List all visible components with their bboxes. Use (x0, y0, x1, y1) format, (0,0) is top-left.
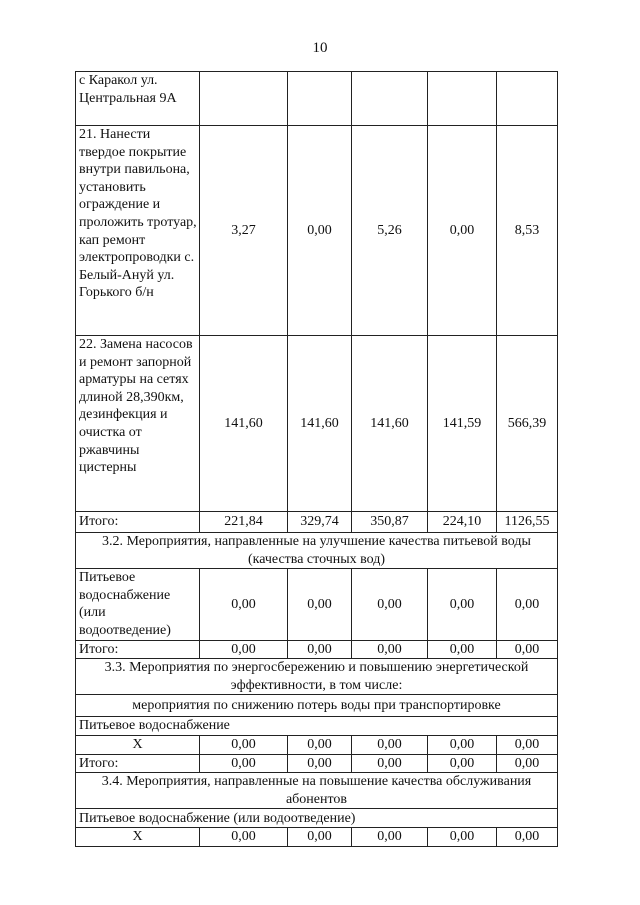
total-cell: 224,10 (428, 512, 497, 533)
subsection-row (76, 695, 558, 717)
total-label: Итого: (76, 512, 200, 533)
table-row (76, 72, 558, 126)
value-cell: 0,00 (428, 828, 497, 847)
total-cell: 0,00 (497, 754, 558, 773)
value-cell: 0,00 (428, 735, 497, 754)
total-cell: 1126,55 (497, 512, 558, 533)
value-cell: 0,00 (428, 126, 497, 336)
value-cell (288, 72, 352, 126)
total-cell: 329,74 (288, 512, 352, 533)
section-title-3-3: 3.3. Мероприятия по энергосбережению и повышению энергетической эффективности, в том числе: (76, 659, 558, 695)
total-label: Итого: (76, 640, 200, 659)
category-label: Питьевое водоснабжение (76, 717, 558, 736)
value-cell (200, 72, 288, 126)
value-cell: 3,27 (200, 126, 288, 336)
value-cell (352, 72, 428, 126)
value-cell: 0,00 (288, 735, 352, 754)
row-label: Х (76, 828, 200, 847)
value-cell: 0,00 (200, 828, 288, 847)
category-row (76, 809, 558, 828)
value-cell: 0,00 (497, 735, 558, 754)
table-row (76, 569, 558, 640)
value-cell: 0,00 (200, 569, 288, 640)
row-label: Питьевое водоснабжение (или водоотведение) (76, 569, 200, 640)
row-label: с Каракол ул. Центральная 9А (76, 72, 200, 126)
total-row (76, 512, 558, 533)
value-cell: 141,59 (428, 336, 497, 512)
budget-table (75, 71, 558, 847)
section-title-3-2: 3.2. Мероприятия, направленные на улучшение качества питьевой воды (качества сточных вод) (76, 533, 558, 569)
row-label: 22. Замена насосов и ремонт запорной арматуры на сетях длиной 28,390км, дезинфекция и очистка от ржавчины цистерны (76, 336, 200, 512)
value-cell: 0,00 (497, 569, 558, 640)
value-cell (497, 72, 558, 126)
value-cell: 141,60 (288, 336, 352, 512)
value-cell: 0,00 (352, 735, 428, 754)
total-cell: 0,00 (200, 754, 288, 773)
value-cell: 0,00 (288, 569, 352, 640)
page-number: 10 (312, 40, 328, 56)
total-cell: 0,00 (428, 640, 497, 659)
table-row (76, 336, 558, 512)
subsection-title: мероприятия по снижению потерь воды при транспортировке (76, 695, 558, 717)
total-cell: 0,00 (288, 640, 352, 659)
row-label: Х (76, 735, 200, 754)
category-row (76, 717, 558, 736)
total-cell: 0,00 (352, 754, 428, 773)
value-cell: 0,00 (288, 126, 352, 336)
value-cell: 5,26 (352, 126, 428, 336)
section-header-row (76, 773, 558, 809)
total-row (76, 640, 558, 659)
table-row (76, 828, 558, 847)
value-cell: 0,00 (200, 735, 288, 754)
value-cell: 0,00 (352, 828, 428, 847)
value-cell (428, 72, 497, 126)
section-title-3-4: 3.4. Мероприятия, направленные на повышение качества обслуживания абонентов (76, 773, 558, 809)
total-cell: 0,00 (352, 640, 428, 659)
value-cell: 8,53 (497, 126, 558, 336)
total-cell: 0,00 (497, 640, 558, 659)
total-label: Итого: (76, 754, 200, 773)
total-cell: 0,00 (288, 754, 352, 773)
category-label: Питьевое водоснабжение (или водоотведение) (76, 809, 558, 828)
value-cell: 0,00 (352, 569, 428, 640)
section-header-row (76, 659, 558, 695)
total-cell: 221,84 (200, 512, 288, 533)
value-cell: 141,60 (352, 336, 428, 512)
value-cell: 0,00 (497, 828, 558, 847)
total-cell: 0,00 (428, 754, 497, 773)
row-label: 21. Нанести твердое покрытие внутри павильона, установить ограждение и проложить тротуар, кап ремонт электропроводки с. Белый-Ануй ул. Горького б/н (76, 126, 200, 336)
section-header-row (76, 533, 558, 569)
total-cell: 0,00 (200, 640, 288, 659)
value-cell: 0,00 (288, 828, 352, 847)
value-cell: 141,60 (200, 336, 288, 512)
total-cell: 350,87 (352, 512, 428, 533)
total-row (76, 754, 558, 773)
table-row (76, 126, 558, 336)
value-cell: 566,39 (497, 336, 558, 512)
table-row (76, 735, 558, 754)
value-cell: 0,00 (428, 569, 497, 640)
